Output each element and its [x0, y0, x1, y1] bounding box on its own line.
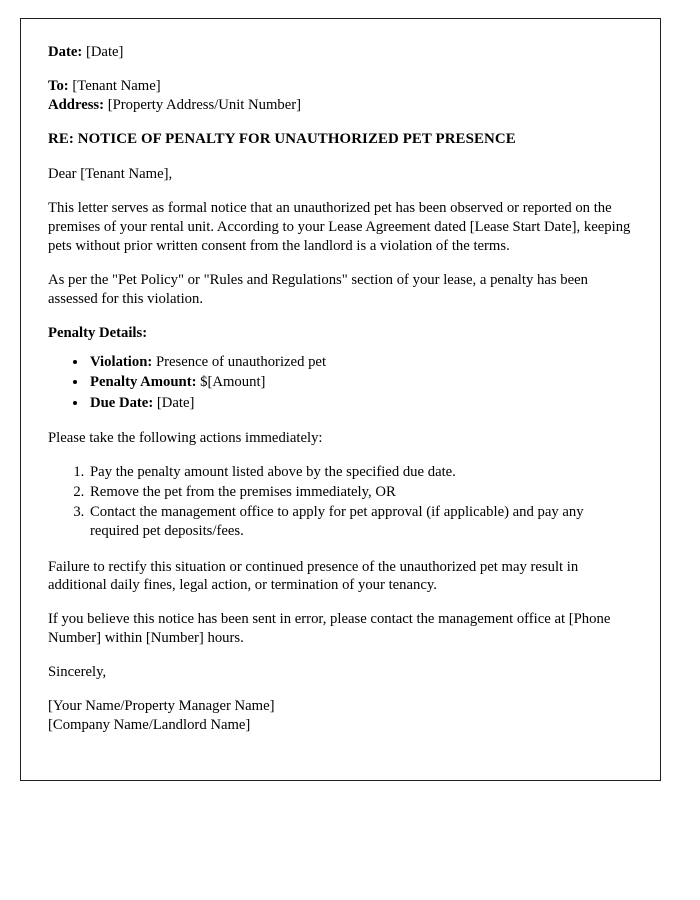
salutation: Dear [Tenant Name], — [48, 166, 173, 183]
penalty-details-heading: Penalty Details: — [48, 324, 148, 341]
list-item — [88, 394, 631, 413]
list-item: 1. Pay the penalty amount listed above by the specified due date. — [88, 463, 631, 482]
penalty-item-label: Due Date: — [90, 394, 154, 411]
letter-page — [20, 18, 661, 781]
closing: Sincerely, — [48, 664, 107, 681]
date-label: Date: — [48, 44, 83, 60]
penalty-details-list — [48, 353, 631, 413]
address-value: [Property Address/Unit Number] — [107, 96, 302, 113]
penalty-item-label: Penalty Amount: — [90, 374, 197, 391]
penalty-item-label: Violation: — [90, 353, 153, 370]
penalty-item-value: [Date] — [156, 394, 195, 411]
date-value: [Date] — [85, 44, 124, 60]
paragraph-4: If you believe this notice has been sent in error, please contact the management office at [Phone Number] within [Number] hours. — [48, 611, 611, 647]
penalty-item-value: $[Amount] — [200, 374, 266, 391]
paragraph-1: This letter serves as formal notice that an unauthorized pet has been observed or reported on the premises of your rental unit. According to your Lease Agreement dated [Lease Start Date], keeping pets without prior written consent from the landlord is a violation of the terms. — [48, 200, 631, 255]
actions-list — [48, 463, 631, 541]
address-label: Address: — [48, 96, 105, 113]
list-item — [88, 353, 631, 372]
to-label: To: — [48, 77, 69, 94]
actions-intro: Please take the following actions immediately: — [48, 430, 323, 447]
penalty-item-value: Presence of unauthorized pet — [155, 353, 327, 370]
recipient-block — [48, 77, 631, 115]
subject-line: RE: NOTICE OF PENALTY FOR UNAUTHORIZED PET PRESENCE — [48, 130, 516, 147]
list-item: 3. Contact the management office to apply for pet approval (if applicable) and pay any required pet deposits/fees. — [88, 503, 631, 541]
signature-line-1: [Your Name/Property Manager Name] — [48, 698, 275, 715]
letter-body — [48, 43, 631, 736]
paragraph-3: Failure to rectify this situation or continued presence of the unauthorized pet may result in additional daily fines, legal action, or termination of your tenancy. — [48, 558, 579, 594]
list-item — [88, 373, 631, 392]
paragraph-2: As per the "Pet Policy" or "Rules and Regulations" section of your lease, a penalty has been assessed for this violation. — [48, 272, 588, 307]
signature-block — [48, 697, 631, 735]
list-item: 2. Remove the pet from the premises immediately, OR — [88, 483, 631, 502]
date-line — [48, 43, 631, 62]
to-value: [Tenant Name] — [72, 77, 161, 94]
signature-line-2: [Company Name/Landlord Name] — [48, 717, 251, 734]
